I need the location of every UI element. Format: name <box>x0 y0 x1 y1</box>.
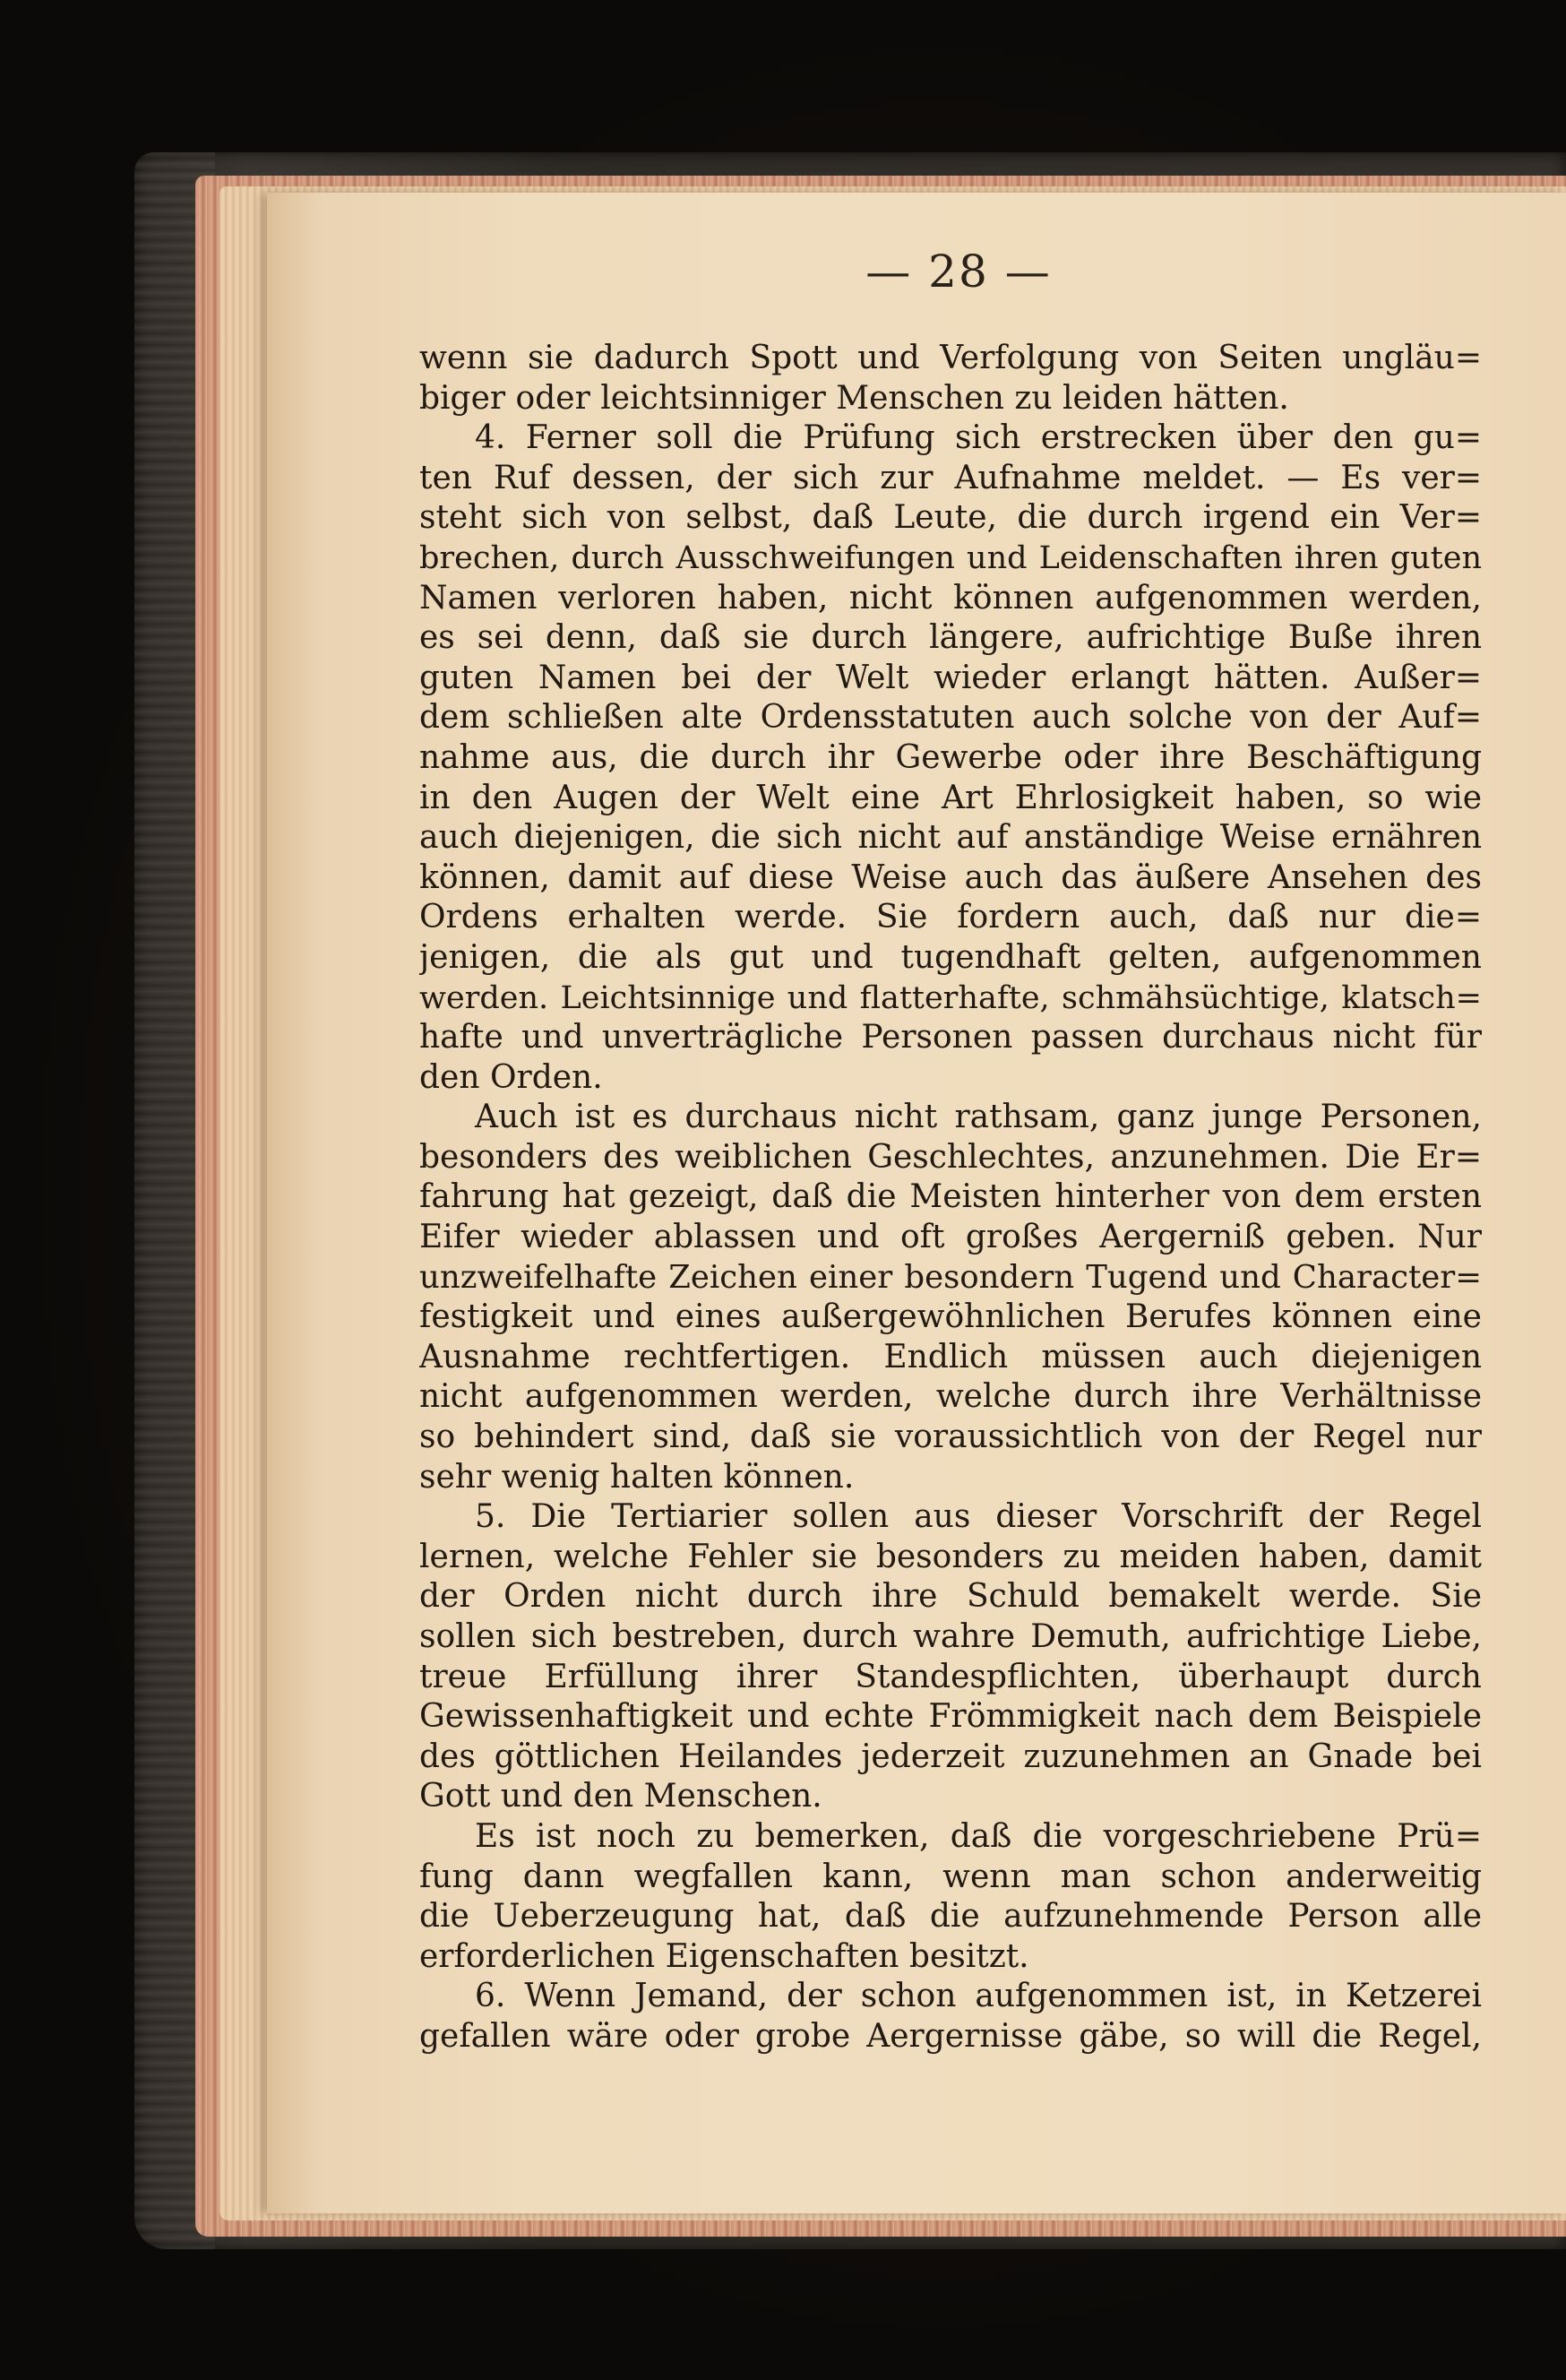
text-line: werden. Leichtsinnige und flatterhafte, schmähsüchtige, klatsch= <box>419 979 1482 1016</box>
text-line: auch diejenigen, die sich nicht auf anständige Weise ernähren <box>419 819 1482 857</box>
text-line: 5. Die Tertiarier sollen aus dieser Vorschrift der Regel <box>475 1498 1482 1536</box>
text-line: ten Ruf dessen, der sich zur Aufnahme meldet. — Es ver= <box>419 459 1482 496</box>
text-line: steht sich von selbst, daß Leute, die durch irgend ein Ver= <box>419 499 1482 537</box>
text-line: 6. Wenn Jemand, der schon aufgenommen ist, in Ketzerei <box>475 1978 1482 2015</box>
text-line: Auch ist es durchaus nicht rathsam, ganz junge Personen, <box>475 1099 1482 1136</box>
text-line: nicht aufgenommen werden, welche durch ihre Verhältnisse <box>419 1378 1482 1416</box>
text-line: biger oder leichtsinniger Menschen zu leiden hätten. <box>419 379 1289 417</box>
text-line: sollen sich bestreben, durch wahre Demuth, aufrichtige Liebe, <box>419 1618 1482 1655</box>
text-line: 4. Ferner soll die Prüfung sich erstrecken über den gu= <box>475 419 1482 457</box>
text-line: dem schließen alte Ordensstatuten auch solche von der Auf= <box>419 699 1482 737</box>
text-line: des göttlichen Heilandes jederzeit zuzunehmen an Gnade bei <box>419 1738 1482 1775</box>
text-line: sehr wenig halten können. <box>419 1458 855 1496</box>
text-line: Namen verloren haben, nicht können aufgenommen werden, <box>419 579 1482 617</box>
text-line: die Ueberzeugung hat, daß die aufzunehmende Person alle <box>419 1898 1482 1936</box>
text-line: in den Augen der Welt eine Art Ehrlosigkeit haben, so wie <box>419 779 1482 816</box>
text-line: treue Erfüllung ihrer Standespflichten, überhaupt durch <box>419 1658 1482 1695</box>
text-line: Ordens erhalten werde. Sie fordern auch, daß nur die= <box>419 899 1482 936</box>
text-line: Es ist noch zu bemerken, daß die vorgeschriebene Prü= <box>475 1817 1482 1855</box>
text-line: wenn sie dadurch Spott und Verfolgung von Seiten ungläu= <box>419 340 1482 376</box>
text-line: besonders des weiblichen Geschlechtes, anzunehmen. Die Er= <box>419 1138 1482 1176</box>
text-line: der Orden nicht durch ihre Schuld bemakelt werde. Sie <box>419 1578 1482 1616</box>
text-line: gefallen wäre oder grobe Aergernisse gäbe, so will die Regel, <box>419 2017 1482 2055</box>
text-line: fung dann wegfallen kann, wenn man schon anderweitig <box>419 1858 1482 1895</box>
text-line: festigkeit und eines außergewöhnlichen Berufes können eine <box>419 1298 1482 1336</box>
text-line: fahrung hat gezeigt, daß die Meisten hinterher von dem ersten <box>419 1178 1482 1216</box>
text-line: guten Namen bei der Welt wieder erlangt hätten. Außer= <box>419 659 1482 696</box>
text-line: den Orden. <box>419 1058 603 1096</box>
text-line: erforderlichen Eigenschaften besitzt. <box>419 1937 1029 1975</box>
page-text-body <box>419 339 1482 2057</box>
text-line: nahme aus, die durch ihr Gewerbe oder ihre Beschäftigung <box>419 738 1482 776</box>
text-line: so behindert sind, daß sie voraussichtlich von der Regel nur <box>419 1419 1482 1456</box>
text-line: unzweifelhafte Zeichen einer besondern Tugend und Character= <box>419 1258 1482 1296</box>
text-line: jenigen, die als gut und tugendhaft gelten, aufgenommen <box>419 938 1482 976</box>
text-line: können, damit auf diese Weise auch das äußere Ansehen des <box>419 858 1482 896</box>
text-line: Eifer wieder ablassen und oft großes Aergerniß geben. Nur <box>419 1219 1482 1256</box>
text-line: lernen, welche Fehler sie besonders zu meiden haben, damit <box>419 1538 1482 1575</box>
text-line: es sei denn, daß sie durch längere, aufrichtige Buße ihren <box>419 619 1482 657</box>
text-line: Gott und den Menschen. <box>419 1778 822 1815</box>
text-line: brechen, durch Ausschweifungen und Leidenschaften ihren guten <box>419 539 1482 576</box>
text-line: hafte und unverträgliche Personen passen durchaus nicht für <box>419 1019 1482 1056</box>
text-line: Gewissenhaftigkeit und echte Frömmigkeit nach dem Beispiele <box>419 1698 1482 1736</box>
page-number: — 28 — <box>865 246 1052 298</box>
text-line: Ausnahme rechtfertigen. Endlich müssen auch diejenigen <box>419 1338 1482 1375</box>
